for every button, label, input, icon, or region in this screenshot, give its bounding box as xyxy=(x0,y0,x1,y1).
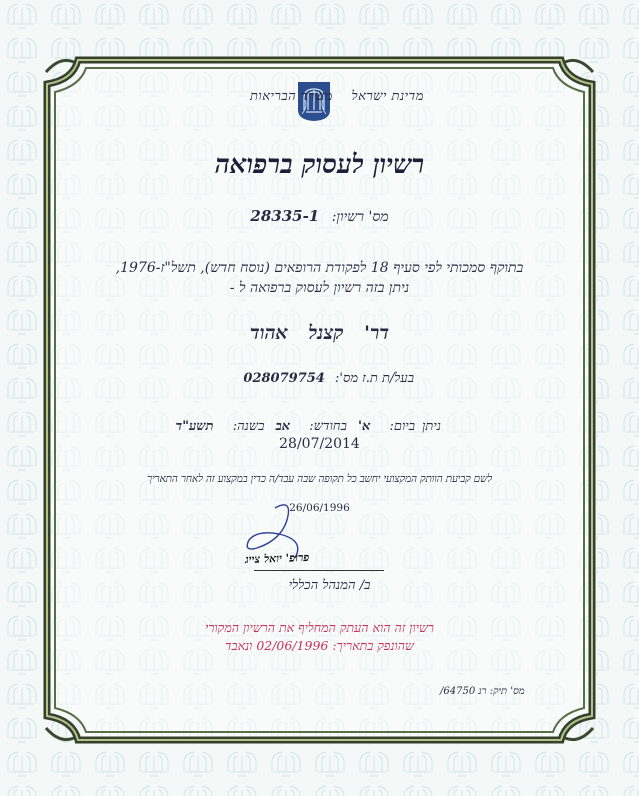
issued-month: אב xyxy=(275,419,291,434)
replacement-note-line2: שהונפק בתאריך: 02/06/1996 ונאבד xyxy=(225,638,414,653)
seniority-date: 26/06/1996 xyxy=(289,502,350,514)
issued-year: תשע"ד xyxy=(175,419,214,434)
seniority-text: לשם קביעת הוותק המקצועי יחשב כל תקופה שבה עבד/ה כדין במקצוע זה לאחר התאריך xyxy=(147,473,492,485)
issued-day: א' xyxy=(358,419,371,434)
state-name: מדינת ישראל xyxy=(351,89,424,104)
issued-month-label: בחודש: xyxy=(309,419,347,434)
signatory-stamp: פרופ' יואל צייג xyxy=(244,550,310,567)
issue-date: 28/07/2014 xyxy=(279,436,360,452)
issued-year-label: בשנה: xyxy=(232,419,265,434)
license-number: 28335-1 xyxy=(250,207,320,225)
document-title: רשיון לעסוק ברפואה xyxy=(214,150,425,180)
id-number: 028079754 xyxy=(243,371,325,386)
license-number-line xyxy=(0,207,639,226)
license-holder-name: דר' קצנל אהוד xyxy=(249,322,390,344)
authority-text-line1: בתוקף סמכותי לפי סעיף 18 לפקודת הרופאים (נוסח חדש), תשל"ז-1976, xyxy=(115,260,524,276)
signature-line xyxy=(254,570,384,571)
id-line xyxy=(243,370,414,386)
signatory-title: ב/ המנהל הכללי xyxy=(288,578,371,593)
file-reference: מס' תיק: רנ 64750/ xyxy=(440,686,525,697)
id-label: בעל/ת ת.ז מס': xyxy=(334,371,414,386)
authority-text-line2: ניתן בזה רשיון לעסוק ברפואה ל - xyxy=(229,280,410,296)
license-label: מס' רשיון: xyxy=(331,209,389,225)
ministry-header xyxy=(236,88,424,104)
issue-date-hebrew xyxy=(172,418,441,434)
ministry-name: משרד הבריאות xyxy=(249,89,333,104)
replacement-note-line1: רשיון זה הוא העתק המחליף את הרשיון המקורי xyxy=(205,620,434,635)
issued-prefix: ניתן ביום: xyxy=(389,419,441,434)
